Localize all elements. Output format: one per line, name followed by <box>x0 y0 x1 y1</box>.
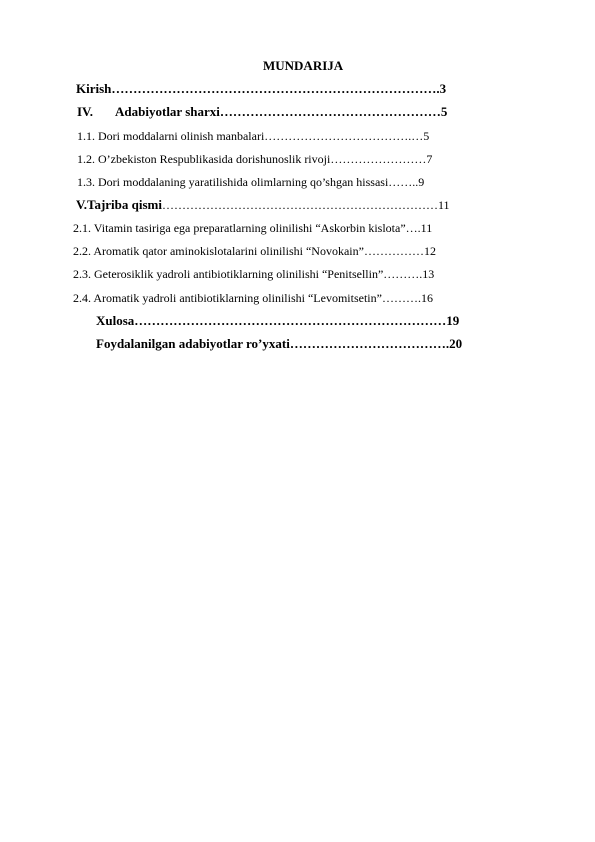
toc-entry-1-3: 1.3. Dori moddalaning yaratilishida olimlarning qo’shgan hissasi……..9 <box>77 175 425 189</box>
toc-entry-xulosa: Xulosa………………………………………………………………19 <box>96 313 460 328</box>
toc-entry-leader: ……………………………………………………………11 <box>161 198 450 212</box>
toc-entry-kirish: Kirish………………………………………………………………….3 <box>76 81 447 96</box>
toc-entry-label: V.Tajriba qismi <box>76 197 162 212</box>
toc-entry-2-2: 2.2. Aromatik qator aminokislotalarini olinilishi “Novokain”……………12 <box>73 244 436 258</box>
toc-entry-number: IV. <box>77 104 94 119</box>
toc-entry-2-3: 2.3. Geterosiklik yadroli antibiotiklarning olinilishi “Penitsellin”……….13 <box>73 267 435 281</box>
toc-entry-adabiyotlar-sharxi <box>77 104 447 120</box>
toc-entry-1-2: 1.2. O’zbekiston Respublikasida dorishunoslik rivoji……………………7 <box>77 152 433 166</box>
toc-title: MUNDARIJA <box>263 58 344 73</box>
toc-entry-1-1: 1.1. Dori moddalarni olinish manbalari……………………………….…5 <box>77 129 430 143</box>
toc-entry-label: Adabiyotlar sharxi……………………………………………5 <box>115 104 448 119</box>
toc-entry-foydalanilgan-adabiyotlar: Foydalanilgan adabiyotlar ro’yxati……………………………….20 <box>96 336 463 351</box>
toc-entry-2-4: 2.4. Aromatik yadroli antibiotiklarning olinilishi “Levomitsetin”……….16 <box>73 291 433 305</box>
toc-entry-2-1: 2.1. Vitamin tasiriga ega preparatlarning olinilishi “Askorbin kislota”….11 <box>73 221 433 235</box>
toc-entry-tajriba-qismi <box>76 197 450 213</box>
